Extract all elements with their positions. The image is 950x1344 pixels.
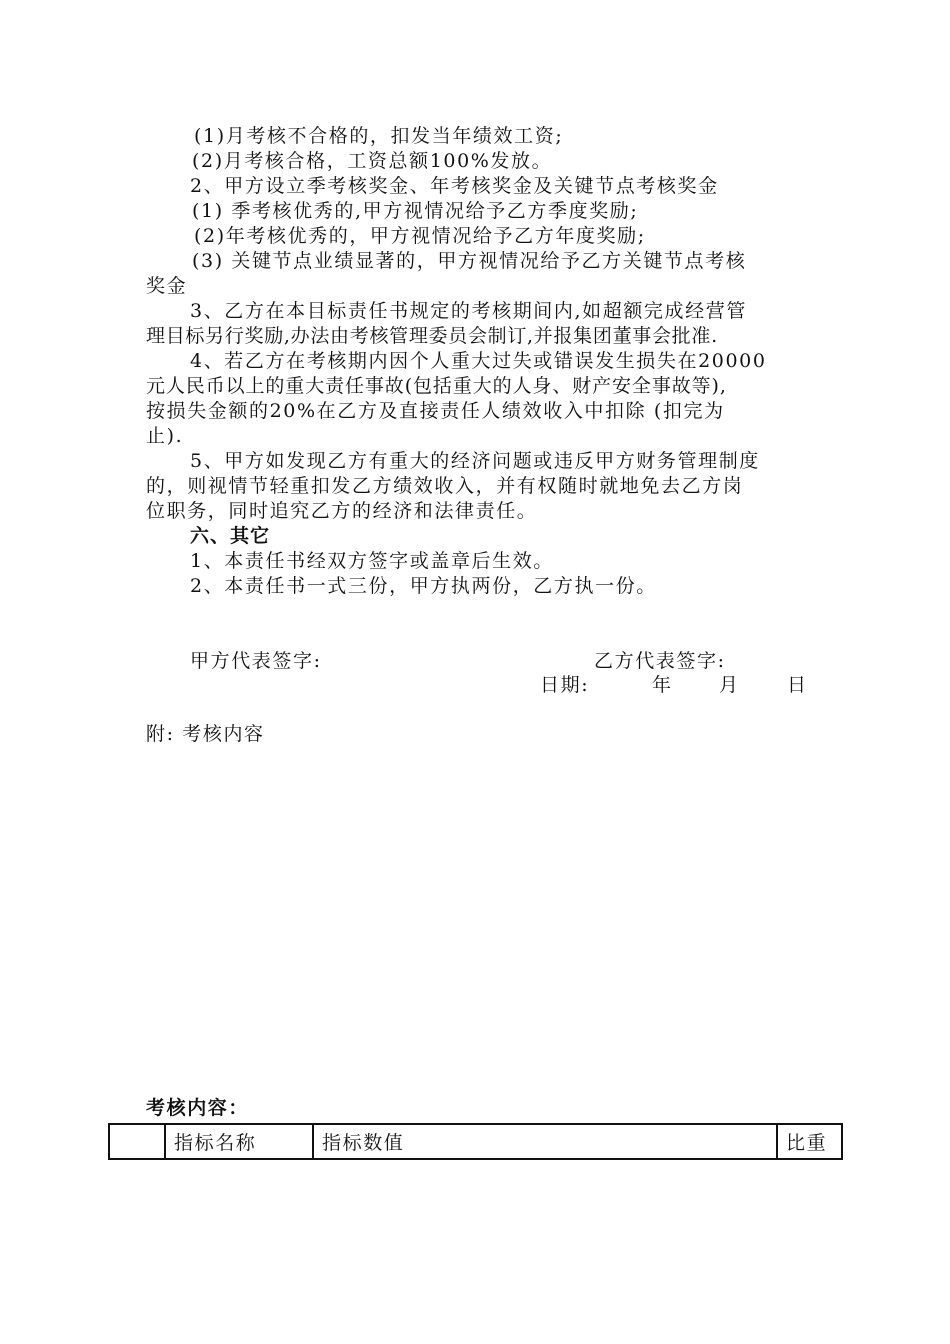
section-six-heading: 六、其它	[190, 525, 271, 547]
header-cell-indicator-value: 指标数值	[313, 1124, 777, 1159]
header-cell-indicator-name: 指标名称	[165, 1124, 313, 1159]
body-line-2: (2)月考核合格，工资总额100%发放。	[192, 150, 553, 172]
body-line-5: (2)年考核优秀的，甲方视情况给予乙方年度奖励;	[194, 225, 646, 247]
section-six-item-1: 1、本责任书经双方签字或盖章后生效。	[190, 550, 554, 572]
assessment-header-row	[109, 1124, 842, 1159]
body-line-11: 元人民币以上的重大责任事故(包括重大的人身、财产安全事故等),	[146, 375, 727, 397]
body-line-6: (3) 关键节点业绩显著的，甲方视情况给予乙方关键节点考核	[192, 250, 747, 272]
attachment-note: 附: 考核内容	[146, 723, 265, 745]
assessment-title: 考核内容：	[146, 1097, 250, 1119]
body-line-10: 4、若乙方在考核期内因个人重大过失或错误发生损失在20000	[190, 350, 767, 372]
body-line-16: 位职务，同时追究乙方的经济和法律责任。	[146, 500, 538, 522]
body-line-1: (1)月考核不合格的，扣发当年绩效工资;	[194, 125, 564, 147]
body-line-12: 按损失金额的20%在乙方及直接责任人绩效收入中扣除 (扣完为	[146, 400, 725, 422]
body-line-9: 理目标另行奖励,办法由考核管理委员会制订,并报集团董事会批准.	[146, 325, 718, 347]
party-a-signature-label: 甲方代表签字:	[190, 650, 322, 672]
section-six-item-2: 2、本责任书一式三份，甲方执两份，乙方执一份。	[190, 575, 657, 597]
body-line-3: 2、甲方设立季考核奖金、年考核奖金及关键节点考核奖金	[190, 175, 719, 197]
party-b-signature-label: 乙方代表签字:	[594, 650, 726, 672]
body-line-4: (1) 季考核优秀的,甲方视情况给予乙方季度奖励;	[192, 200, 639, 222]
date-day: 日	[787, 674, 808, 696]
header-cell-weight: 比重	[777, 1124, 842, 1159]
body-line-13: 止).	[146, 425, 184, 447]
assessment-table	[108, 1123, 843, 1160]
body-line-8: 3、乙方在本目标责任书规定的考核期间内,如超额完成经营管	[190, 300, 747, 322]
date-year: 年	[652, 674, 673, 696]
body-line-14: 5、甲方如发现乙方有重大的经济问题或违反甲方财务管理制度	[190, 450, 760, 472]
body-line-15: 的，则视情节轻重扣发乙方绩效收入，并有权随时就地免去乙方岗	[146, 475, 744, 497]
date-label: 日期:	[540, 674, 590, 696]
date-month: 月	[719, 674, 740, 696]
body-line-7: 奖金	[146, 275, 188, 297]
header-cell-blank	[109, 1124, 165, 1159]
